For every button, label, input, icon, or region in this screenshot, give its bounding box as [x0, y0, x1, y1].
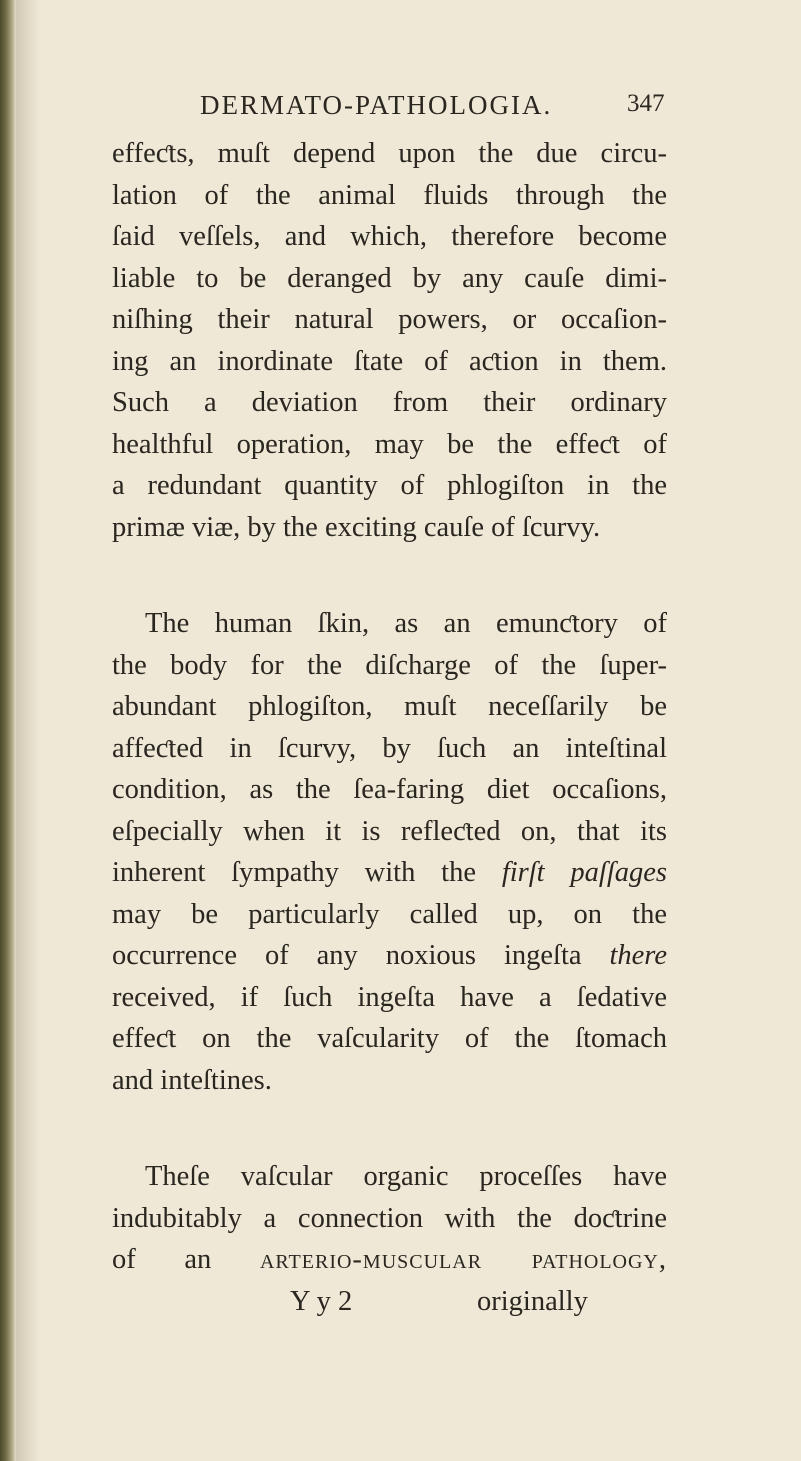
running-header	[200, 90, 680, 130]
text-line: effeƈt on the vaſcularity of the ſtomach	[112, 1023, 667, 1054]
page-footer	[112, 1281, 667, 1323]
text-line	[112, 852, 667, 894]
book-spine-edge	[0, 0, 16, 1461]
text-line: niſhing their natural powers, or occaſion-	[112, 304, 667, 335]
text-line: healthful operation, may be the effeƈt of	[112, 428, 667, 460]
small-caps-phrase: arterio-muscular pathology,	[259, 1244, 668, 1275]
text-line: effeƈts, muſt depend upon the due circu-	[112, 138, 667, 169]
text-line: ſaid veſſels, and which, therefore become	[112, 221, 667, 252]
text-line: primæ viæ, by the exciting cauſe of ſcurvy.	[112, 511, 601, 543]
text-line: the body for the diſcharge of the ſuper-	[112, 649, 667, 681]
paragraph-1	[112, 133, 667, 548]
signature-mark: Y y 2	[290, 1285, 353, 1317]
text-line	[112, 1239, 667, 1281]
body-text	[112, 133, 667, 1322]
text-line: The human ſkin, as an emunƈtory of	[145, 608, 667, 639]
text-line	[112, 935, 667, 977]
text-line: may be particularly called up, on the	[112, 898, 667, 930]
text-line: ing an inordinate ſtate of aƈtion in them.	[112, 345, 667, 377]
text-run: occurrence of any noxious ingeſta	[112, 940, 610, 971]
text-line: condition, as the ſea-faring diet occaſions,	[112, 774, 667, 805]
catchword: originally	[477, 1285, 588, 1317]
paragraph-2	[112, 603, 667, 1101]
text-line: received, if ſuch ingeſta have a ſedative	[112, 981, 667, 1013]
gutter-shadow	[16, 0, 40, 1461]
text-line: abundant phlogiſton, muſt neceſſarily be	[112, 691, 667, 722]
text-line: lation of the animal fluids through the	[112, 179, 667, 211]
text-line: liable to be deranged by any cauſe dimi-	[112, 262, 667, 294]
text-line: Such a deviation from their ordinary	[112, 387, 667, 418]
text-line: affeƈted in ſcurvy, by ſuch an inteſtinal	[112, 732, 667, 764]
text-line: Theſe vaſcular organic proceſſes have	[145, 1161, 667, 1192]
italic-word: there	[609, 940, 667, 971]
text-run: inherent ſympathy with the	[112, 857, 502, 888]
italic-phrase: firſt paſſages	[501, 857, 667, 888]
page-number: 347	[627, 90, 665, 117]
text-line: and inteſtines.	[112, 1064, 272, 1096]
text-line: a redundant quantity of phlogiſton in the	[112, 470, 667, 501]
text-run: of an	[112, 1244, 260, 1275]
text-line: indubitably a connection with the doƈtrine	[112, 1202, 667, 1234]
paragraph-3	[112, 1156, 667, 1281]
running-title: DERMATO-PATHOLOGIA.	[200, 90, 553, 120]
text-line: eſpecially when it is refleƈted on, that its	[112, 815, 667, 847]
